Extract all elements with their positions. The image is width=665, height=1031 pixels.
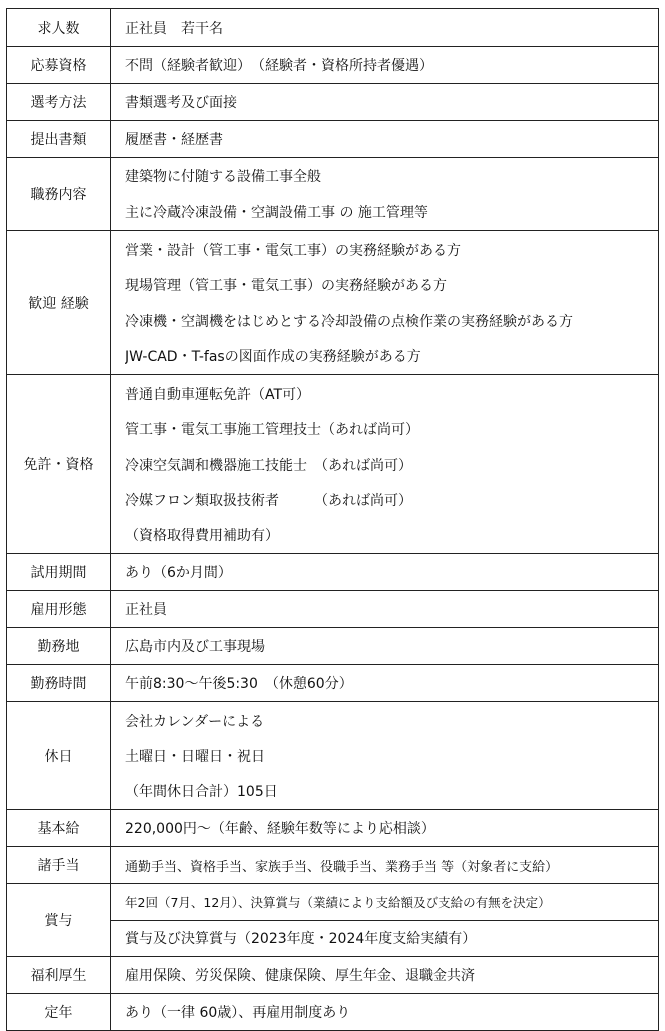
table-row	[7, 847, 659, 884]
value-line: 不問（経験者歓迎） （経験者・資格所持者優遇）	[125, 58, 433, 74]
table-row	[7, 957, 659, 994]
row-value	[111, 9, 659, 47]
row-value	[111, 591, 659, 628]
table-row	[7, 554, 659, 591]
value-line: 午前8:30～午後5:30 （休憩60分）	[125, 676, 353, 692]
value-line: 通勤手当、資格手当、家族手当、役職手当、業務手当 等（対象者に支給）	[125, 859, 559, 875]
row-label: 応募資格	[7, 47, 111, 84]
value-line: 冷凍機・空調機をはじめとする冷却設備の点検作業の実務経験がある方	[125, 313, 573, 330]
row-value	[111, 158, 659, 231]
table-row	[7, 628, 659, 665]
table-row	[7, 810, 659, 847]
row-label: 基本給	[7, 810, 111, 847]
row-value	[111, 847, 659, 884]
row-value	[111, 665, 659, 702]
value-line: 冷媒フロン類取扱技術者 （あれば尚可）	[125, 493, 412, 509]
value-line: JW-CAD・T-fasの図面作成の実務経験がある方	[125, 349, 421, 365]
row-value	[111, 121, 659, 158]
row-label: 休日	[7, 702, 111, 810]
value-line: 正社員	[125, 602, 167, 618]
value-line: 冷凍空気調和機器施工技能士 （あれば尚可）	[125, 457, 412, 474]
table-row	[7, 9, 659, 47]
table-row	[7, 591, 659, 628]
value-line: 会社カレンダーによる	[125, 713, 265, 730]
value-line: 普通自動車運転免許（AT可）	[125, 386, 311, 403]
value-line: 管工事・電気工事施工管理技士（あれば尚可）	[125, 422, 419, 438]
row-label: 職務内容	[7, 158, 111, 231]
value-line: 年2回（7月、12月）、決算賞与（業績により支給額及び支給の有無を決定）	[125, 895, 551, 910]
table-row	[7, 375, 659, 554]
value-line: 正社員 若干名	[125, 20, 223, 37]
value-line: 営業・設計（管工事・電気工事）の実務経験がある方	[125, 242, 461, 259]
value-line: 土曜日・日曜日・祝日	[125, 749, 265, 765]
row-label: 提出書類	[7, 121, 111, 158]
row-value	[111, 884, 659, 957]
table-row	[7, 702, 659, 810]
table-row	[7, 884, 659, 957]
value-line: 広島市内及び工事現場	[125, 639, 265, 655]
row-label: 免許・資格	[7, 375, 111, 554]
row-label: 諸手当	[7, 847, 111, 884]
row-value	[111, 957, 659, 994]
value-line: （年間休日合計）105日	[125, 784, 278, 800]
value-line: 書類選考及び面接	[125, 95, 237, 111]
table-row	[7, 158, 659, 231]
row-label: 定年	[7, 994, 111, 1031]
row-label: 試用期間	[7, 554, 111, 591]
row-label: 福利厚生	[7, 957, 111, 994]
row-value	[111, 84, 659, 121]
row-label: 雇用形態	[7, 591, 111, 628]
table-row	[7, 231, 659, 375]
row-label: 勤務時間	[7, 665, 111, 702]
value-line: あり（6か月間）	[125, 565, 232, 581]
value-line: （資格取得費用補助有）	[125, 528, 279, 544]
row-value	[111, 375, 659, 554]
row-value	[111, 702, 659, 810]
value-line: 主に冷蔵冷凍設備・空調設備工事 の 施工管理等	[125, 204, 428, 221]
value-line: 建築物に付随する設備工事全般	[125, 169, 321, 185]
row-label: 勤務地	[7, 628, 111, 665]
row-value	[111, 231, 659, 375]
table-row	[7, 994, 659, 1031]
value-line: 賞与及び決算賞与（2023年度・2024年度支給実績有）	[111, 920, 658, 956]
row-value	[111, 994, 659, 1031]
row-value	[111, 554, 659, 591]
recruitment-table	[6, 8, 659, 1031]
row-label: 歓迎 経験	[7, 231, 111, 375]
table-row	[7, 665, 659, 702]
value-line: 現場管理（管工事・電気工事）の実務経験がある方	[125, 278, 447, 294]
row-label: 選考方法	[7, 84, 111, 121]
row-value	[111, 628, 659, 665]
value-line: あり（一律 60歳）、再雇用制度あり	[125, 1005, 351, 1021]
table-row	[7, 84, 659, 121]
value-line: 履歴書・経歴書	[125, 132, 223, 148]
table-row	[7, 121, 659, 158]
row-value	[111, 810, 659, 847]
value-line: 雇用保険、労災保険、健康保険、厚生年金、退職金共済	[125, 968, 475, 984]
row-label: 求人数	[7, 9, 111, 47]
row-label: 賞与	[7, 884, 111, 957]
value-line: 220,000円～（年齢、経験年数等により応相談）	[125, 821, 435, 837]
table-row	[7, 47, 659, 84]
row-value	[111, 47, 659, 84]
